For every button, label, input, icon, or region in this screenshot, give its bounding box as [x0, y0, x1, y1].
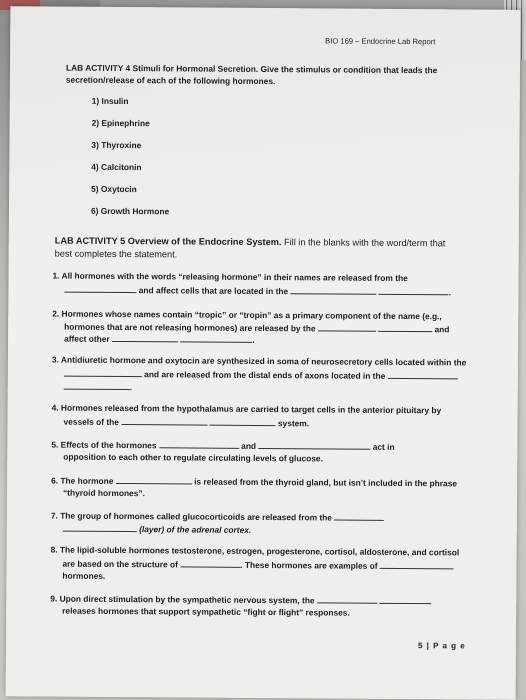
- answer-blank[interactable]: [318, 322, 376, 331]
- answer-blank[interactable]: [379, 595, 431, 604]
- answer-blank[interactable]: [64, 381, 130, 390]
- answer-blank[interactable]: [210, 417, 276, 426]
- answer-blank[interactable]: [290, 285, 376, 295]
- question-7-cont: (layer) of the adrenal cortex.: [63, 523, 252, 535]
- activity4-item: 2) Epinephrine: [91, 117, 150, 129]
- question-1-cont: and affect cells that are located in the .: [64, 284, 451, 298]
- answer-blank[interactable]: [378, 323, 432, 332]
- answer-blank[interactable]: [334, 512, 384, 521]
- activity4-item: 5) Oxytocin: [91, 183, 137, 195]
- answer-blank[interactable]: [112, 333, 178, 342]
- question-4: 4. Hormones released from the hypothalamus are carried to target cells in the anterior pituitary by: [51, 402, 442, 416]
- answer-blank[interactable]: [116, 475, 192, 485]
- answer-blank[interactable]: [121, 416, 207, 426]
- question-2-cont: hormones that are not releasing hormones) are released by the and: [64, 321, 450, 335]
- answer-blank[interactable]: [63, 523, 137, 533]
- page-number: 5 | P a g e: [417, 641, 466, 651]
- document-page: [6, 6, 521, 700]
- question-3-cont: and are released from the distal ends of axons located in the: [64, 368, 458, 382]
- answer-blank[interactable]: [180, 333, 252, 343]
- answer-blank[interactable]: [317, 594, 377, 603]
- question-6-cont: “thyroid hormones”.: [62, 487, 145, 499]
- question-3: 3. Antidiuretic hormone and oxytocin are synthesized in soma of neurosecretory cells located within the: [51, 354, 467, 368]
- activity5-title: LAB ACTIVITY 5 Overview of the Endocrine System. Fill in the blanks with the word/term that: [54, 235, 446, 249]
- answer-blank[interactable]: [64, 368, 142, 378]
- question-9-cont: releases hormones that support sympathetic “fight or flight” responses.: [62, 605, 350, 618]
- activity4-title: LAB ACTIVITY 4 Stimuli for Hormonal Secretion. Give the stimulus or condition that leads the: [65, 62, 438, 76]
- question-8-cont: are based on the structure of . These hormones are examples of: [62, 558, 453, 572]
- activity4-instruction: secretion/release of each of the following hormones.: [65, 74, 276, 87]
- question-5: 5. Effects of the hormones and act in: [51, 439, 395, 452]
- question-3-cont2: .: [64, 381, 132, 392]
- question-8-cont2: hormones.: [62, 570, 106, 581]
- course-header: BIO 169 – Endocrine Lab Report: [325, 36, 436, 47]
- activity4-item: 1) Insulin: [91, 95, 129, 107]
- answer-blank[interactable]: [64, 284, 136, 294]
- question-8: 8. The lipid-soluble hormones testosterone, estrogen, progesterone, cortisol, aldosterone, and cortisol: [50, 544, 460, 558]
- activity4-item: 3) Thyroxine: [91, 139, 142, 151]
- question-7: 7. The group of hormones called glucocorticoids are released from the: [51, 510, 384, 523]
- answer-blank[interactable]: [388, 370, 458, 379]
- question-5-cont: opposition to each other to regulate circulating levels of glucose.: [63, 451, 323, 464]
- answer-blank[interactable]: [159, 439, 239, 449]
- question-4-cont: vessels of the system.: [63, 416, 310, 429]
- activity4-item: 4) Calcitonin: [91, 161, 142, 173]
- question-2: 2. Hormones whose names contain “tropic” or “tropin” as a primary component of the name (e.g.,: [52, 308, 442, 322]
- question-1: 1. All hormones with the words “releasing hormone” in their names are released from the: [52, 270, 408, 284]
- answer-blank[interactable]: [380, 560, 454, 570]
- activity5-instruction: best completes the statement.: [54, 248, 178, 260]
- activity4-item: 6) Growth Hormone: [90, 205, 170, 217]
- question-2-cont2: affect other .: [64, 333, 255, 345]
- answer-blank[interactable]: [379, 286, 449, 295]
- question-9: 9. Upon direct stimulation by the sympathetic nervous system, the: [50, 593, 431, 607]
- question-6: 6. The hormone is released from the thyroid gland, but isn’t included in the phrase: [51, 475, 458, 489]
- answer-blank[interactable]: [180, 558, 240, 567]
- answer-blank[interactable]: [258, 440, 370, 450]
